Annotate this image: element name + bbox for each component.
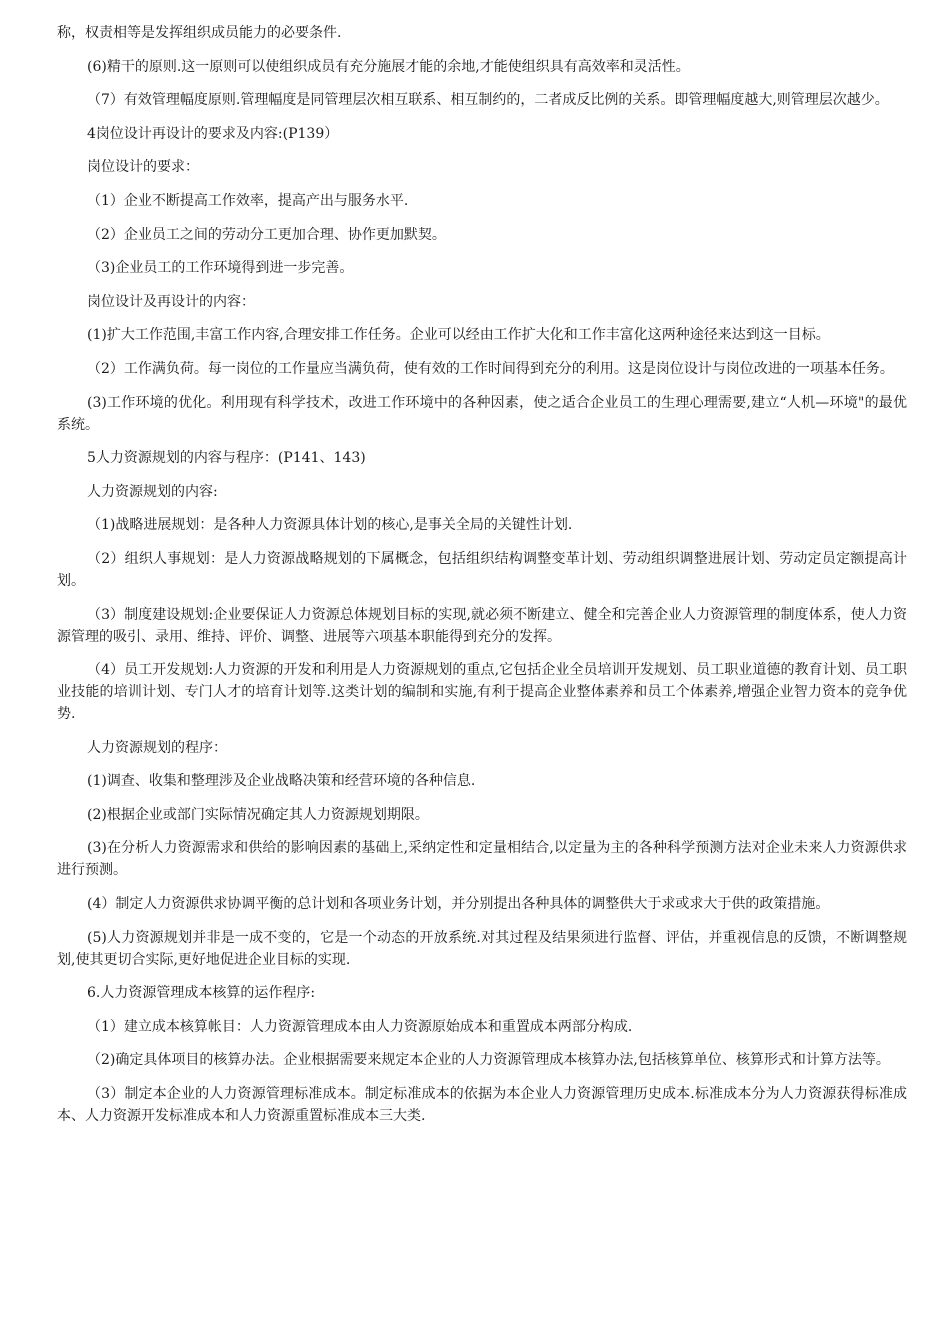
paragraph-18: （4）员工开发规划:人力资源的开发和利用是人力资源规划的重点,它包括企业全员培训开发规划、员工职业道德的教育计划、员工职业技能的培训计划、专门人才的培育计划等.这类计划的编制和实施,有利于提高企业整体素养和员工个体素养,增强企业智力资本的竞争优势. bbox=[57, 662, 907, 723]
paragraph-14: 人力资源规划的内容: bbox=[87, 483, 218, 500]
paragraph-11: （2）工作满负荷。每一岗位的工作量应当满负荷，使有效的工作时间得到充分的利用。这是岗位设计与岗位改进的一项基本任务。 bbox=[87, 360, 894, 377]
paragraph-24: (5)人力资源规划并非是一成不变的，它是一个动态的开放系统.对其过程及结果须进行监督、评估，并重视信息的反馈，不断调整规划,使其更切合实际,更好地促进企业目标的实现. bbox=[57, 929, 907, 968]
document-page bbox=[57, 22, 907, 1139]
paragraph-26: （1）建立成本核算帐目：人力资源管理成本由人力资源原始成本和重置成本两部分构成. bbox=[87, 1018, 633, 1035]
paragraph-9: 岗位设计及再设计的内容： bbox=[87, 293, 255, 310]
paragraph-8: （3)企业员工的工作环境得到进一步完善。 bbox=[87, 260, 354, 277]
paragraph-2: (6)精干的原则.这一原则可以使组织成员有充分施展才能的余地,才能使组织具有高效率和灵活性。 bbox=[87, 58, 690, 75]
paragraph-1: 称，权责相等是发挥组织成员能力的必要条件. bbox=[57, 25, 342, 41]
paragraph-5: 岗位设计的要求： bbox=[87, 159, 199, 176]
paragraph-6: （1）企业不断提高工作效率，提高产出与服务水平. bbox=[87, 192, 409, 209]
section-heading-6: 6.人力资源管理成本核算的运作程序: bbox=[87, 985, 316, 1002]
paragraph-27: （2)确定具体项目的核算办法。企业根据需要来规定本企业的人力资源管理成本核算办法,包括核算单位、核算形式和计算方法等。 bbox=[87, 1052, 890, 1069]
paragraph-12: (3)工作环境的优化。利用现有科学技术，改进工作环境中的各种因素，使之适合企业员工的生理心理需要,建立“人机—环境"的最优系统。 bbox=[57, 394, 907, 433]
section-heading-4: 4岗位设计再设计的要求及内容:(P139） bbox=[87, 125, 339, 142]
paragraph-7: （2）企业员工之间的劳动分工更加合理、协作更加默契。 bbox=[87, 226, 446, 243]
paragraph-22: (3)在分析人力资源需求和供给的影响因素的基础上,采纳定性和定量相结合,以定量为主的各种科学预测方法对企业未来人力资源供求进行预测。 bbox=[57, 840, 907, 879]
paragraph-23: (4）制定人力资源供求协调平衡的总计划和各项业务计划，并分别提出各种具体的调整供大于求或求大于供的政策措施。 bbox=[87, 896, 830, 913]
paragraph-19: 人力资源规划的程序： bbox=[87, 739, 227, 756]
paragraph-15: （1)战略进展规划：是各种人力资源具体计划的核心,是事关全局的关键性计划. bbox=[87, 517, 573, 534]
paragraph-20: (1)调查、收集和整理涉及企业战略决策和经营环境的各种信息. bbox=[87, 773, 476, 790]
paragraph-28: （3）制定本企业的人力资源管理标准成本。制定标准成本的依据为本企业人力资源管理历史成本.标准成本分为人力资源获得标准成本、人力资源开发标准成本和人力资源重置标准成本三大类. bbox=[57, 1086, 907, 1125]
paragraph-17: （3）制度建设规划:企业要保证人力资源总体规划目标的实现,就必须不断建立、健全和完善企业人力资源管理的制度体系，使人力资源管理的吸引、录用、维持、评价、调整、进展等六项基本职能得到充分的发挥。 bbox=[57, 606, 907, 645]
paragraph-21: (2)根据企业或部门实际情况确定其人力资源规划期限。 bbox=[87, 806, 429, 823]
paragraph-3: （7）有效管理幅度原则.管理幅度是同管理层次相互联系、相互制约的，二者成反比例的关系。即管理幅度越大,则管理层次越少。 bbox=[87, 92, 889, 109]
paragraph-10: (1)扩大工作范围,丰富工作内容,合理安排工作任务。企业可以经由工作扩大化和工作丰富化这两种途径来达到这一目标。 bbox=[87, 327, 830, 344]
section-heading-5: 5人力资源规划的内容与程序：(P141、143) bbox=[87, 450, 366, 467]
paragraph-16: （2）组织人事规划：是人力资源战略规划的下属概念，包括组织结构调整变革计划、劳动组织调整进展计划、劳动定员定额提高计划。 bbox=[57, 550, 907, 589]
